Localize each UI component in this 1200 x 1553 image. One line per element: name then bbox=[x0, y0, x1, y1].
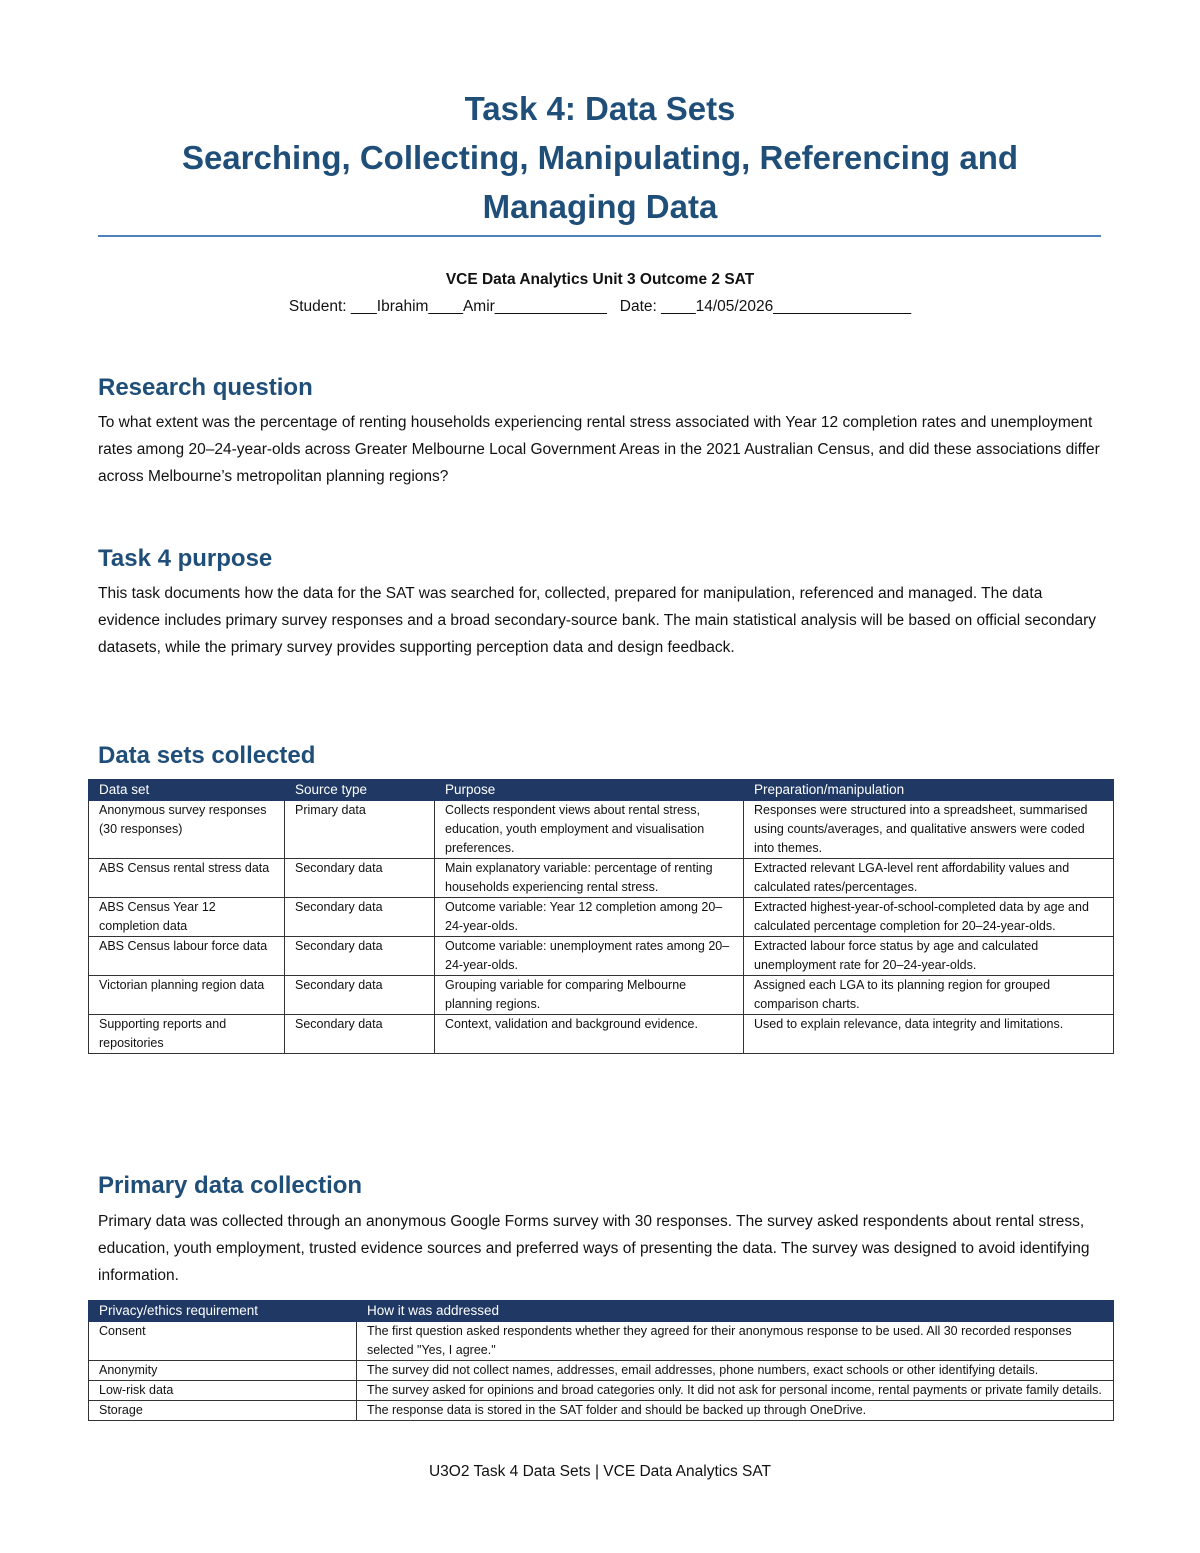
table-row bbox=[89, 1322, 1114, 1361]
table-cell: Anonymous survey responses (30 responses) bbox=[89, 801, 285, 859]
table-cell: Consent bbox=[89, 1322, 357, 1361]
table-cell: Supporting reports and repositories bbox=[89, 1015, 285, 1054]
table-cell: Secondary data bbox=[285, 898, 435, 937]
table-cell: Low-risk data bbox=[89, 1381, 357, 1401]
research-question-text: To what extent was the percentage of renting households experiencing rental stress associated with Year 12 completion rates and unemployment rates among 20–24-year-olds across Greater Melbourne Local Government Areas in the 2021 Australian Census, and did these associations differ across Melbourne’s metropolitan planning regions? bbox=[98, 414, 1100, 485]
privacy-table-header-row bbox=[89, 1301, 1114, 1322]
primary-data-text: Primary data was collected through an anonymous Google Forms survey with 30 responses. The survey asked respondents about rental stress, education, youth employment, trusted evidence sources and preferred ways of presenting the data. The survey was designed to avoid identifying information. bbox=[98, 1213, 1090, 1284]
table-cell: Secondary data bbox=[285, 1015, 435, 1054]
table-cell: Primary data bbox=[285, 801, 435, 859]
column-header: How it was addressed bbox=[357, 1301, 1114, 1322]
student-date-line: Student: ___Ibrahim____Amir_____________ Date: ____14/05/2026________________ bbox=[288, 298, 912, 315]
table-row bbox=[89, 937, 1114, 976]
column-header: Privacy/ethics requirement bbox=[89, 1301, 357, 1322]
page-footer: U3O2 Task 4 Data Sets | VCE Data Analytics SAT bbox=[428, 1463, 771, 1480]
table-cell: Outcome variable: Year 12 completion among 20–24-year-olds. bbox=[435, 898, 744, 937]
table-cell: Victorian planning region data bbox=[89, 976, 285, 1015]
table-cell: Context, validation and background evidence. bbox=[435, 1015, 744, 1054]
table-cell: Storage bbox=[89, 1401, 357, 1421]
column-header: Data set bbox=[89, 780, 285, 801]
table-cell: Collects respondent views about rental stress, education, youth employment and visualisation preferences. bbox=[435, 801, 744, 859]
table-row bbox=[89, 1401, 1114, 1421]
title-divider bbox=[98, 235, 1101, 237]
column-header: Preparation/manipulation bbox=[744, 780, 1114, 801]
datasets-table-header-row bbox=[89, 780, 1114, 801]
table-cell: The response data is stored in the SAT folder and should be backed up through OneDrive. bbox=[357, 1401, 1114, 1421]
task-purpose-heading: Task 4 purpose bbox=[98, 545, 273, 572]
table-cell: ABS Census labour force data bbox=[89, 937, 285, 976]
table-row bbox=[89, 1361, 1114, 1381]
table-cell: Used to explain relevance, data integrity and limitations. bbox=[744, 1015, 1114, 1054]
research-question-heading: Research question bbox=[98, 374, 313, 401]
table-cell: Extracted relevant LGA-level rent affordability values and calculated rates/percentages. bbox=[744, 859, 1114, 898]
task-purpose-text: This task documents how the data for the SAT was searched for, collected, prepared for manipulation, referenced and managed. The data evidence includes primary survey responses and a broad secondary-source bank. The main statistical analysis will be based on official secondary datasets, while the primary survey provides supporting perception data and design feedback. bbox=[98, 585, 1096, 656]
table-cell: ABS Census Year 12 completion data bbox=[89, 898, 285, 937]
table-row bbox=[89, 801, 1114, 859]
table-cell: The survey asked for opinions and broad categories only. It did not ask for personal income, rental payments or private family details. bbox=[357, 1381, 1114, 1401]
table-cell: Secondary data bbox=[285, 976, 435, 1015]
table-row bbox=[89, 1381, 1114, 1401]
table-cell: Assigned each LGA to its planning region for grouped comparison charts. bbox=[744, 976, 1114, 1015]
table-cell: Responses were structured into a spreadsheet, summarised using counts/averages, and qualitative answers were coded into themes. bbox=[744, 801, 1114, 859]
table-cell: Secondary data bbox=[285, 859, 435, 898]
table-cell: Grouping variable for comparing Melbourne planning regions. bbox=[435, 976, 744, 1015]
table-row bbox=[89, 1015, 1114, 1054]
table-cell: The survey did not collect names, addresses, email addresses, phone numbers, exact schools or other identifying details. bbox=[357, 1361, 1114, 1381]
table-row bbox=[89, 976, 1114, 1015]
table-cell: Secondary data bbox=[285, 937, 435, 976]
table-cell: Extracted highest-year-of-school-completed data by age and calculated percentage completion for 20–24-year-olds. bbox=[744, 898, 1114, 937]
privacy-table bbox=[88, 1300, 1114, 1421]
table-cell: Extracted labour force status by age and calculated unemployment rate for 20–24-year-olds. bbox=[744, 937, 1114, 976]
document-title-line-3: Managing Data bbox=[482, 188, 718, 225]
document-title-line-1: Task 4: Data Sets bbox=[464, 90, 736, 127]
column-header: Purpose bbox=[435, 780, 744, 801]
table-cell: The first question asked respondents whether they agreed for their anonymous response to be used. All 30 recorded responses selected "Yes, I agree." bbox=[357, 1322, 1114, 1361]
table-cell: Main explanatory variable: percentage of renting households experiencing rental stress. bbox=[435, 859, 744, 898]
table-cell: Outcome variable: unemployment rates among 20–24-year-olds. bbox=[435, 937, 744, 976]
table-cell: Anonymity bbox=[89, 1361, 357, 1381]
document-title-line-2: Searching, Collecting, Manipulating, Referencing and bbox=[181, 139, 1019, 176]
table-row bbox=[89, 859, 1114, 898]
table-cell: ABS Census rental stress data bbox=[89, 859, 285, 898]
column-header: Source type bbox=[285, 780, 435, 801]
datasets-table bbox=[88, 779, 1114, 1054]
table-row bbox=[89, 898, 1114, 937]
primary-data-heading: Primary data collection bbox=[98, 1172, 363, 1199]
datasets-heading: Data sets collected bbox=[98, 742, 316, 769]
document-subtitle: VCE Data Analytics Unit 3 Outcome 2 SAT bbox=[445, 271, 755, 288]
